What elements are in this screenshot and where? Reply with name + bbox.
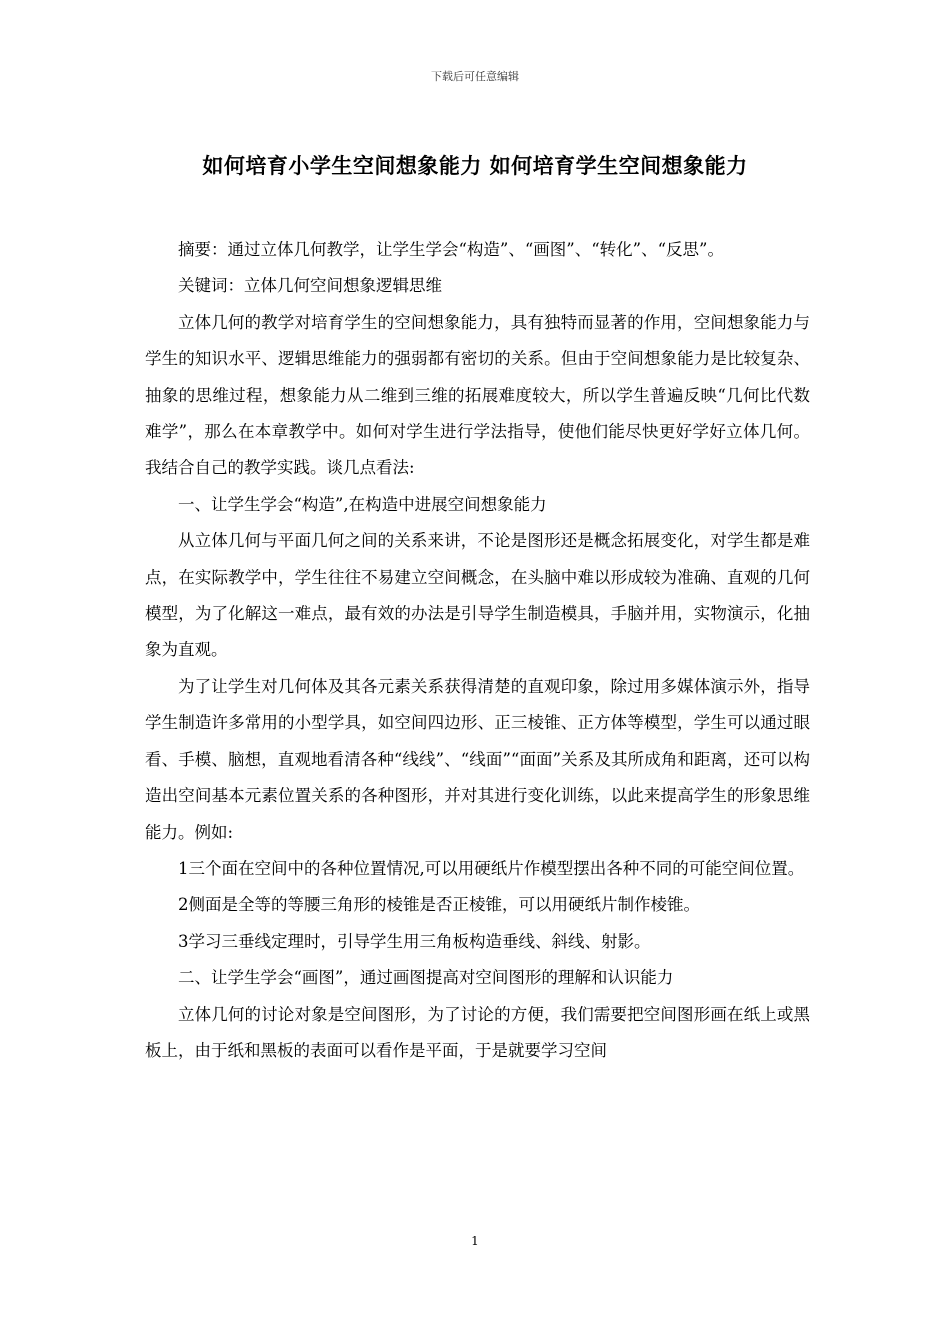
abstract-paragraph: 摘要：通过立体几何教学，让学生学会“构造”、“画图”、“转化”、“反思”。 (178, 240, 724, 259)
intro-paragraph: 立体几何的教学对培育学生的空间想象能力，具有独特而显著的作用，空间想象能力与学生的知识水平、逻辑思维能力的强弱都有密切的关系。但由于空间想象能力是比较复杂、抽象的思维过程，想象能力从二维到三维的拓展难度较大，所以学生普遍反映“几何比代数难学”，那么在本章教学中。如何对学生进行学法指导，使他们能尽快更好学好立体几何。我结合自己的教学实践。谈几点看法: (145, 312, 810, 478)
page-number: 1 (471, 1234, 479, 1248)
list-item-2: 2侧面是全等的等腰三角形的棱锥是否正棱锥，可以用硬纸片制作棱锥。 (178, 895, 700, 915)
keywords-paragraph: 关键词：立体几何空间想象逻辑思维 (178, 276, 442, 296)
page-header: 下载后可任意编辑 (431, 70, 519, 83)
document-body (145, 232, 810, 1069)
section-heading-2: 二、让学生学会“画图”，通过画图提高对空间图形的理解和认识能力 (178, 968, 674, 988)
list-item-3: 3学习三垂线定理时，引导学生用三角板构造垂线、斜线、射影。 (178, 931, 651, 951)
section-heading-1: 一、让学生学会“构造”,在构造中进展空间想象能力 (178, 494, 547, 514)
body-paragraph: 从立体几何与平面几何之间的关系来讲，不论是图形还是概念拓展变化，对学生都是难点，在实际教学中，学生往往不易建立空间概念，在头脑中难以形成较为准确、直观的几何模型，为了化解这一难点，最有效的办法是引导学生制造模具，手脑并用，实物演示，化抽象为直观。 (145, 531, 810, 660)
document-title: 如何培育小学生空间想象能力 如何培育学生空间想象能力 (202, 153, 748, 178)
body-paragraph: 为了让学生对几何体及其各元素关系获得清楚的直观印象，除过用多媒体演示外，指导学生制造许多常用的小型学具，如空间四边形、正三棱锥、正方体等模型，学生可以通过眼看、手模、脑想，直观地看清各种“线线”、“线面”“面面”关系及其所成角和距离，还可以构造出空间基本元素位置关系的各种图形，并对其进行变化训练，以此来提高学生的形象思维能力。例如: (145, 676, 810, 842)
body-paragraph: 立体几何的讨论对象是空间图形，为了讨论的方便，我们需要把空间图形画在纸上或黑板上，由于纸和黑板的表面可以看作是平面，于是就要学习空间 (145, 1004, 810, 1060)
list-item-1: 1三个面在空间中的各种位置情况,可以用硬纸片作模型摆出各种不同的可能空间位置。 (178, 858, 805, 878)
